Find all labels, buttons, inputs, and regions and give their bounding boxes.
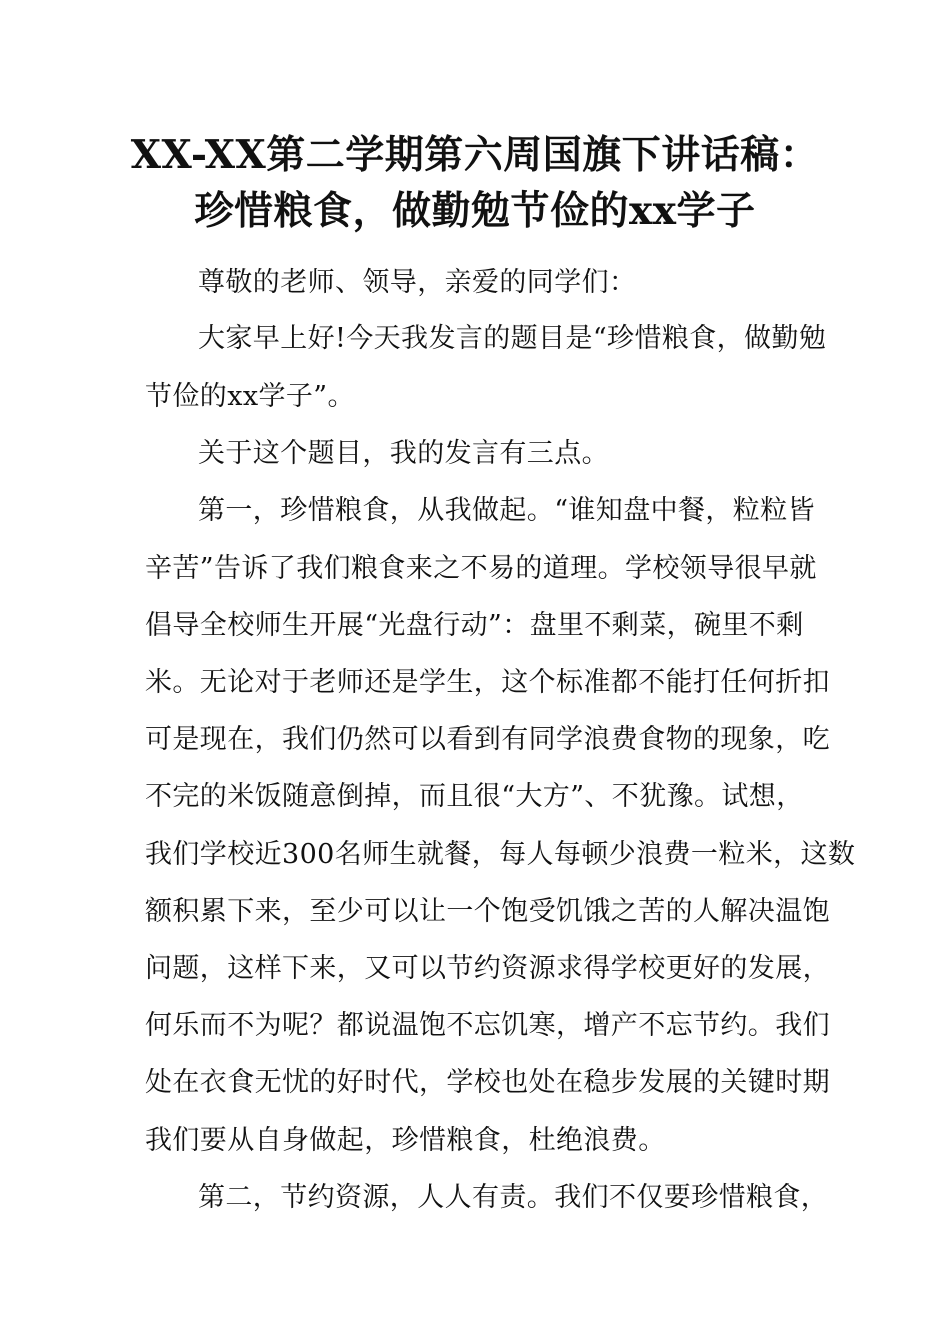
- body-line: 倡导全校师生开展“光盘行动”：盘里不剩菜，碗里不剩: [145, 610, 804, 641]
- body-line: 何乐而不为呢？都说温饱不忘饥寒，增产不忘节约。我们: [145, 1010, 830, 1041]
- body-line: 可是现在，我们仍然可以看到有同学浪费食物的现象，吃: [145, 724, 830, 755]
- body-line: 第二，节约资源，人人有责。我们不仅要珍惜粮食，: [198, 1182, 829, 1213]
- body-line: 大家早上好!今天我发言的题目是“珍惜粮食，做勤勉: [198, 323, 827, 354]
- body-line: 节俭的xx学子”。: [145, 381, 355, 412]
- body-line: 辛苦”告诉了我们粮食来之不易的道理。学校领导很早就: [145, 553, 817, 584]
- body-line: 处在衣食无忧的好时代，学校也处在稳步发展的关键时期: [145, 1067, 830, 1098]
- body-line: 第一，珍惜粮食，从我做起。“谁知盘中餐，粒粒皆: [198, 495, 816, 526]
- body-line: 不完的米饭随意倒掉，而且很“大方”、不犹豫。试想，: [145, 781, 804, 812]
- salutation-line: 尊敬的老师、领导，亲爱的同学们：: [198, 267, 637, 298]
- body-line: 我们要从自身做起，珍惜粮食，杜绝浪费。: [145, 1125, 666, 1156]
- body-line: 我们学校近300名师生就餐，每人每顿少浪费一粒米，这数: [145, 839, 856, 870]
- body-line: 额积累下来，至少可以让一个饱受饥饿之苦的人解决温饱: [145, 896, 830, 927]
- title-line-2: 珍惜粮食，做勤勉节俭的xx学子: [194, 188, 756, 234]
- body-line: 问题，这样下来，又可以节约资源求得学校更好的发展，: [145, 953, 830, 984]
- title-line-1: XX-XX第二学期第六周国旗下讲话稿：: [130, 132, 820, 178]
- body-line: 米。无论对于老师还是学生，这个标准都不能打任何折扣: [145, 667, 830, 698]
- body-line: 关于这个题目，我的发言有三点。: [198, 438, 609, 469]
